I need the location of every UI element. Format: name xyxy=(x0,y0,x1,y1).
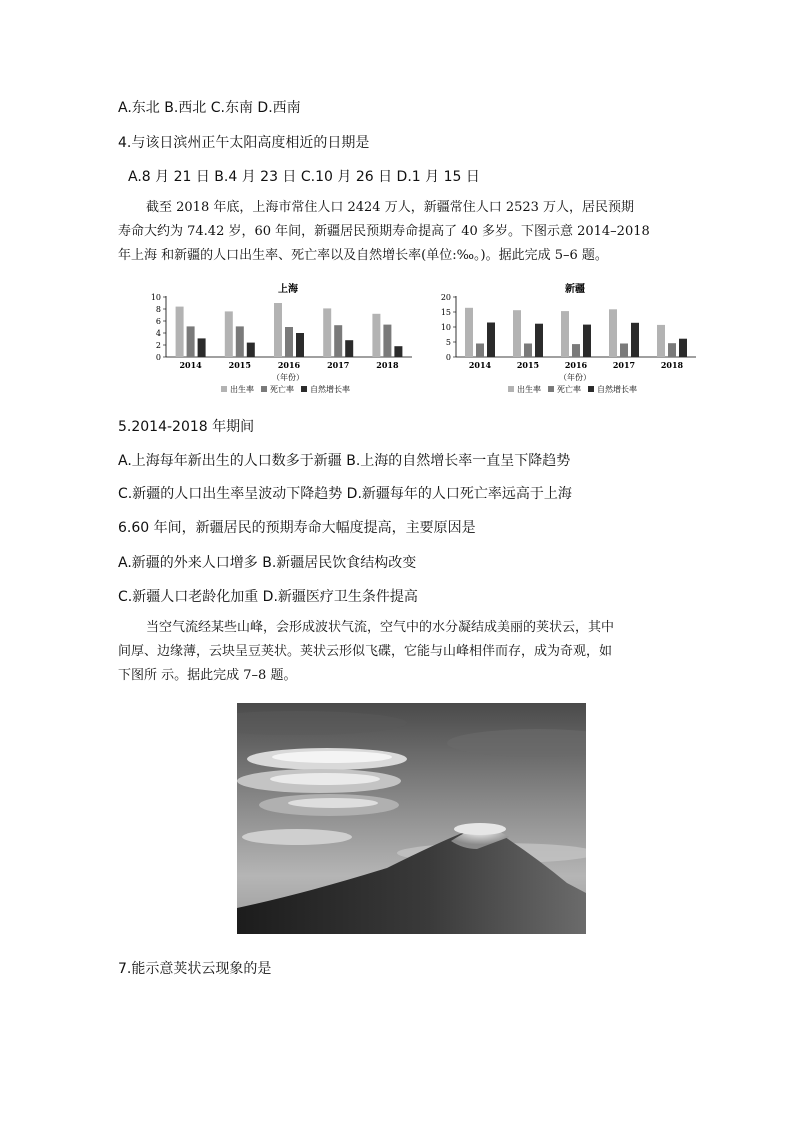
bar xyxy=(247,343,255,357)
bar xyxy=(285,327,293,357)
legend-label: 死亡率 xyxy=(557,385,581,394)
bar xyxy=(476,344,484,358)
q5-stem: 5.2014-2018 年期间 xyxy=(118,419,255,435)
x-tick-label: 2015 xyxy=(228,360,251,370)
bar xyxy=(323,308,331,357)
y-tick-label: 6 xyxy=(155,317,161,326)
passage-line: 当空气流经某些山峰，会形成波状气流，空气中的水分凝结成美丽的荚状云，其中 xyxy=(146,620,615,635)
y-tick-label: 0 xyxy=(155,353,161,362)
passage-line: 间厚、边缘薄，云块呈豆荚状。荚状云形似飞碟，它能与山峰相伴而存，成为奇观，如 xyxy=(118,644,613,659)
lenticular-cloud-photo xyxy=(237,703,586,934)
y-tick-label: 0 xyxy=(445,353,451,362)
legend-label: 自然增长率 xyxy=(310,385,350,394)
legend-label: 出生率 xyxy=(517,385,541,394)
bar xyxy=(198,338,206,357)
bar xyxy=(176,307,184,357)
x-tick-label: 2016 xyxy=(277,360,301,370)
legend-label: 自然增长率 xyxy=(597,385,637,394)
legend-label: 出生率 xyxy=(230,385,254,394)
bar xyxy=(334,325,342,357)
q5-options-cd: C.新疆的人口出生率呈波动下降趋势 D.新疆每年的人口死亡率远高于上海 xyxy=(118,486,572,502)
bar xyxy=(620,344,628,358)
bar xyxy=(679,339,687,357)
q4-options: A.8 月 21 日 B.4 月 23 日 C.10 月 26 日 D.1 月 15 日 xyxy=(128,169,480,185)
bar xyxy=(225,311,233,357)
bar xyxy=(394,346,402,357)
q4-stem: 4.与该日滨州正午太阳高度相近的日期是 xyxy=(118,135,370,151)
bar xyxy=(296,333,304,357)
bar xyxy=(372,314,380,357)
legend-swatch xyxy=(548,386,554,392)
legend-label: 死亡率 xyxy=(270,385,294,394)
bar xyxy=(609,309,617,357)
passage-line: 寿命大约为 74.42 岁，60 年间，新疆居民预期寿命提高了 40 多岁。下图示意 2014–2018 xyxy=(118,224,650,239)
legend-swatch xyxy=(508,386,514,392)
bar xyxy=(345,340,353,357)
cloud-mountain-icon xyxy=(237,703,586,934)
passage-line: 下图所 示。据此完成 7–8 题。 xyxy=(118,668,297,683)
passage-line: 年上海 和新疆的人口出生率、死亡率以及自然增长率(单位:‰。)。据此完成 5–6 题。 xyxy=(118,248,608,263)
passage-line: 截至 2018 年底，上海市常住人口 2424 万人，新疆常住人口 2523 万人，居民预期 xyxy=(146,200,635,215)
bar xyxy=(631,323,639,357)
y-tick-label: 10 xyxy=(440,323,451,332)
legend-swatch xyxy=(588,386,594,392)
y-tick-label: 4 xyxy=(155,329,161,338)
q3-options: A.东北 B.西北 C.东南 D.西南 xyxy=(118,100,301,116)
y-tick-label: 20 xyxy=(440,293,451,302)
chart-title: 新疆 xyxy=(565,284,585,295)
legend-swatch xyxy=(261,386,267,392)
y-tick-label: 5 xyxy=(445,338,451,347)
bar xyxy=(513,310,521,357)
legend-swatch xyxy=(301,386,307,392)
bar xyxy=(524,344,532,358)
y-tick-label: 8 xyxy=(155,305,161,314)
chart-xinjiang xyxy=(428,278,718,402)
q5-options-ab: A.上海每年新出生的人口数多于新疆 B.上海的自然增长率一直呈下降趋势 xyxy=(118,453,571,469)
chart-title: 上海 xyxy=(278,284,298,295)
y-tick-label: 10 xyxy=(150,293,161,302)
x-tick-label: 2015 xyxy=(516,360,540,370)
bar xyxy=(274,303,282,357)
passage-population xyxy=(118,196,678,268)
bar xyxy=(583,325,591,357)
bar xyxy=(487,323,495,358)
x-tick-label: 2016 xyxy=(564,360,588,370)
bar xyxy=(236,326,244,357)
x-axis-label: （年份） xyxy=(559,373,591,382)
q6-options-ab: A.新疆的外来人口增多 B.新疆居民饮食结构改变 xyxy=(118,555,417,571)
bar xyxy=(465,308,473,357)
q6-options-cd: C.新疆人口老龄化加重 D.新疆医疗卫生条件提高 xyxy=(118,589,418,605)
x-tick-label: 2018 xyxy=(660,360,684,370)
x-tick-label: 2014 xyxy=(179,360,202,370)
x-tick-label: 2018 xyxy=(376,360,399,370)
y-tick-label: 2 xyxy=(155,341,161,350)
bar xyxy=(561,311,569,357)
y-tick-label: 15 xyxy=(440,308,451,317)
passage-lenticular-cloud xyxy=(118,616,678,688)
bar xyxy=(535,324,543,357)
legend-swatch xyxy=(221,386,227,392)
bar xyxy=(383,325,391,357)
x-tick-label: 2014 xyxy=(468,360,492,370)
chart-shanghai xyxy=(130,278,420,402)
x-tick-label: 2017 xyxy=(327,360,350,370)
x-tick-label: 2017 xyxy=(612,360,636,370)
q6-stem: 6.60 年间，新疆居民的预期寿命大幅度提高，主要原因是 xyxy=(118,520,476,536)
bar xyxy=(657,325,665,357)
bar xyxy=(668,343,676,357)
q7-stem: 7.能示意荚状云现象的是 xyxy=(118,961,272,977)
bar xyxy=(187,326,195,357)
bar xyxy=(572,344,580,357)
x-axis-label: （年份） xyxy=(272,373,304,382)
